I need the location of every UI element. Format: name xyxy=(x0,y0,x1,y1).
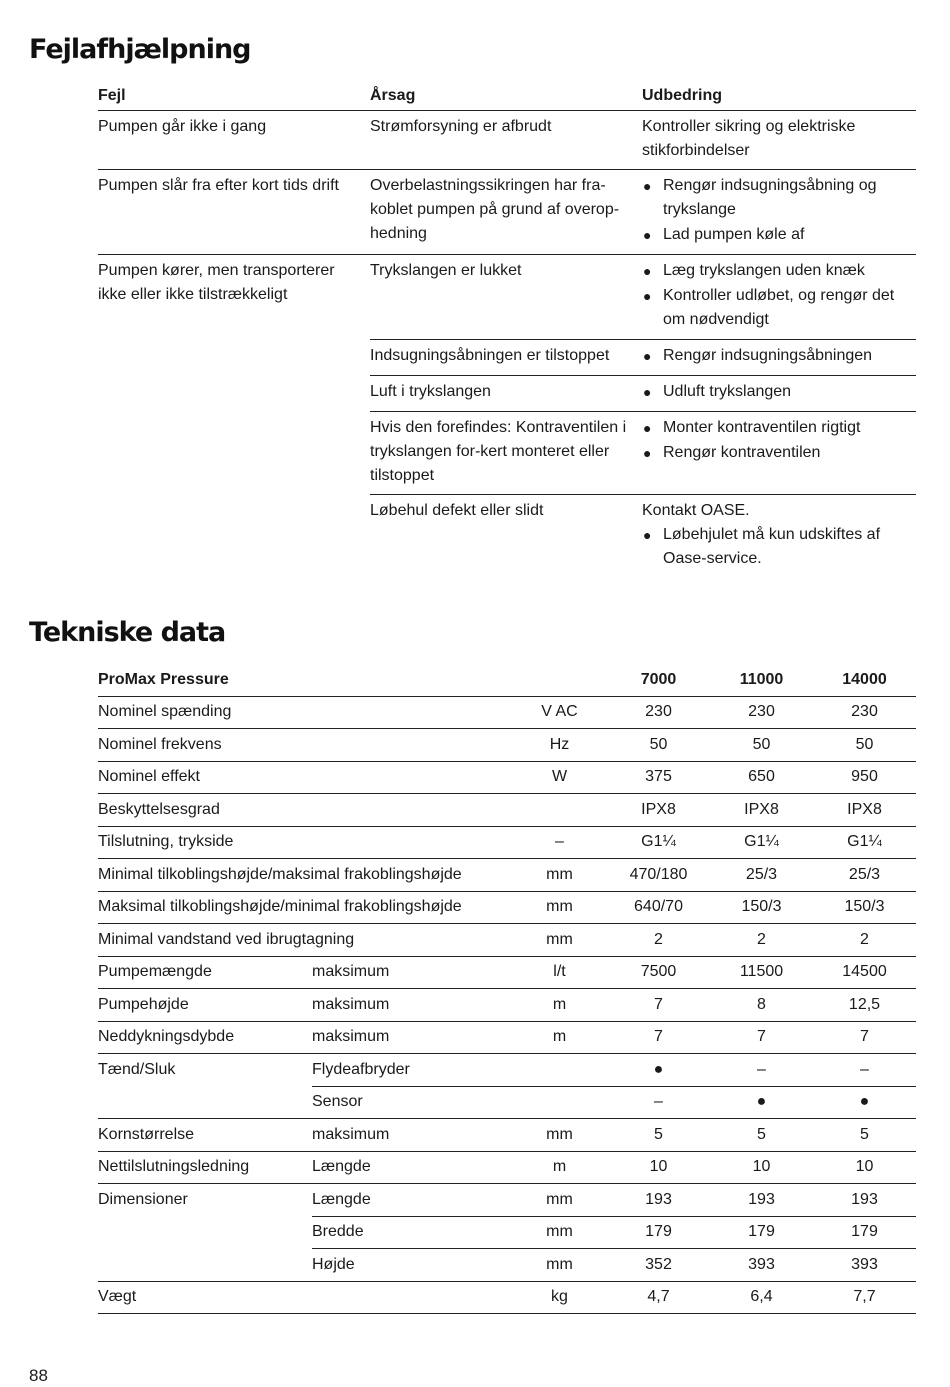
value-cell-11000: 5 xyxy=(710,1119,813,1152)
remedy-text: Rengør indsugningsåbningen xyxy=(663,347,873,364)
table-row xyxy=(98,761,916,794)
model-header: 7000 xyxy=(640,670,677,688)
row-unit: l/t xyxy=(512,956,607,989)
cause-cell: Indsugningsåbningen er tilstoppet xyxy=(370,340,642,376)
value-cell-11000: 150/3 xyxy=(710,891,813,924)
row-label: Dimensioner xyxy=(98,1184,312,1282)
table-row xyxy=(98,255,916,340)
row-label: Tænd/Sluk xyxy=(98,1054,312,1119)
list-item xyxy=(642,174,916,222)
cause-cell: Hvis den forefindes: Kontraventilen i trykslangen for-kert monteret eller tilstoppet xyxy=(370,412,642,495)
bullet-icon: ● xyxy=(643,178,652,194)
row-unit xyxy=(512,794,607,827)
fault-cell: Pumpen kører, men transporterer ikke eller ikke tilstrækkeligt xyxy=(98,255,370,579)
list-item xyxy=(642,223,916,247)
value-cell-7000: 10 xyxy=(607,1151,710,1184)
value-cell-14000: 12,5 xyxy=(813,989,916,1022)
value-cell-14000: 5 xyxy=(813,1119,916,1152)
value-cell-7000: G1¼ xyxy=(607,826,710,859)
list-item xyxy=(642,380,916,404)
value-cell-11000: 10 xyxy=(710,1151,813,1184)
remedy-text: Lad pumpen køle af xyxy=(663,226,805,243)
value-cell-14000: 50 xyxy=(813,729,916,762)
value-cell-11000: 393 xyxy=(710,1249,813,1282)
row-unit xyxy=(512,1054,607,1087)
row-label: Nominel frekvens xyxy=(98,729,512,762)
row-label: Tilslutning, trykside xyxy=(98,826,512,859)
table-row xyxy=(98,989,916,1022)
value-cell-11000: – xyxy=(710,1054,813,1087)
remedy-text: Monter kontraventilen rigtigt xyxy=(663,419,861,436)
cause-cell: Overbelastningssikringen har fra-koblet pumpen på grund af overop-hedning xyxy=(370,170,642,255)
value-cell-7000: 640/70 xyxy=(607,891,710,924)
bullet-icon: ● xyxy=(643,384,652,400)
row-label: Nettilslutningsledning xyxy=(98,1151,312,1184)
row-unit: mm xyxy=(512,1216,607,1249)
value-cell-14000: IPX8 xyxy=(813,794,916,827)
row-unit: mm xyxy=(512,891,607,924)
header-fault: Fejl xyxy=(98,84,370,111)
header-cause: Årsag xyxy=(370,84,642,111)
value-cell-14000: 7 xyxy=(813,1021,916,1054)
value-cell-7000: 7 xyxy=(607,989,710,1022)
row-label: Kornstørrelse xyxy=(98,1119,312,1152)
table-row xyxy=(98,826,916,859)
value-cell-14000: G1¼ xyxy=(813,826,916,859)
value-cell-11000: 50 xyxy=(710,729,813,762)
remedy-text: Rengør indsugningsåbning og trykslange xyxy=(663,177,877,218)
row-label: Nominel spænding xyxy=(98,696,512,729)
remedy-text: Udluft trykslangen xyxy=(663,383,792,400)
table-row xyxy=(98,170,916,255)
bullet-icon: ● xyxy=(643,445,652,461)
table-row xyxy=(98,794,916,827)
table-row xyxy=(98,891,916,924)
table-row xyxy=(98,696,916,729)
remedy-cell xyxy=(642,340,916,376)
row-unit xyxy=(512,1086,607,1119)
product-name: ProMax Pressure xyxy=(98,670,229,688)
cause-cell: Strømforsyning er afbrudt xyxy=(370,118,552,135)
model-header: 11000 xyxy=(739,670,784,688)
value-cell-11000: ● xyxy=(710,1086,813,1119)
row-unit: mm xyxy=(512,859,607,892)
value-cell-7000: 352 xyxy=(607,1249,710,1282)
row-sublabel: maksimum xyxy=(312,956,512,989)
row-unit: m xyxy=(512,1151,607,1184)
header-remedy: Udbedring xyxy=(642,84,916,111)
value-cell-7000: 50 xyxy=(607,729,710,762)
value-cell-11000: 6,4 xyxy=(710,1281,813,1314)
value-cell-7000: 193 xyxy=(607,1184,710,1217)
value-cell-14000: 950 xyxy=(813,761,916,794)
row-unit: m xyxy=(512,1021,607,1054)
table-row xyxy=(98,1151,916,1184)
row-unit: mm xyxy=(512,1184,607,1217)
value-cell-11000: 8 xyxy=(710,989,813,1022)
value-cell-11000: 650 xyxy=(710,761,813,794)
row-sublabel: Flydeafbryder xyxy=(312,1054,512,1087)
model-header: 14000 xyxy=(842,670,887,688)
row-unit: V AC xyxy=(512,696,607,729)
row-label: Pumpemængde xyxy=(98,956,312,989)
remedy-text: Løbehjulet må kun udskiftes af Oase-service. xyxy=(663,526,881,567)
value-cell-14000: 179 xyxy=(813,1216,916,1249)
table-row xyxy=(98,956,916,989)
technical-header-row xyxy=(98,664,916,696)
bullet-icon: ● xyxy=(643,227,652,243)
remedy-text: Læg trykslangen uden knæk xyxy=(663,262,865,279)
list-item xyxy=(642,344,916,368)
row-unit: Hz xyxy=(512,729,607,762)
row-unit: mm xyxy=(512,1249,607,1282)
row-label: Vægt xyxy=(98,1281,512,1314)
row-sublabel: maksimum xyxy=(312,1021,512,1054)
troubleshooting-table xyxy=(98,84,916,578)
technical-data-table xyxy=(98,664,916,1314)
table-row xyxy=(98,729,916,762)
bullet-icon: ● xyxy=(643,527,652,543)
table-row xyxy=(98,859,916,892)
value-cell-11000: 2 xyxy=(710,924,813,957)
value-cell-11000: IPX8 xyxy=(710,794,813,827)
value-cell-7000: 7500 xyxy=(607,956,710,989)
value-cell-14000: ● xyxy=(813,1086,916,1119)
value-cell-11000: 25/3 xyxy=(710,859,813,892)
technical-data-title: Tekniske data xyxy=(29,617,226,648)
list-item xyxy=(642,523,916,571)
value-cell-14000: 193 xyxy=(813,1184,916,1217)
row-sublabel: Sensor xyxy=(312,1086,512,1119)
page-number: 88 xyxy=(29,1366,48,1385)
fault-cell: Pumpen går ikke i gang xyxy=(98,118,267,135)
row-sublabel: Længde xyxy=(312,1184,512,1217)
value-cell-7000: – xyxy=(607,1086,710,1119)
table-row xyxy=(98,924,916,957)
row-label: Minimal tilkoblingshøjde/maksimal frakoblingshøjde xyxy=(98,859,512,892)
value-cell-7000: ● xyxy=(607,1054,710,1087)
value-cell-7000: 230 xyxy=(607,696,710,729)
row-sublabel: maksimum xyxy=(312,989,512,1022)
row-sublabel: Bredde xyxy=(312,1216,512,1249)
row-unit: mm xyxy=(512,1119,607,1152)
remedy-text: Kontakt OASE. xyxy=(642,502,750,519)
row-label: Maksimal tilkoblingshøjde/minimal frakoblingshøjde xyxy=(98,891,512,924)
bullet-icon: ● xyxy=(643,420,652,436)
table-row xyxy=(98,1184,916,1217)
value-cell-7000: 2 xyxy=(607,924,710,957)
row-sublabel: maksimum xyxy=(312,1119,512,1152)
row-unit: m xyxy=(512,989,607,1022)
remedy-cell xyxy=(642,495,916,579)
table-row xyxy=(98,1119,916,1152)
value-cell-14000: 150/3 xyxy=(813,891,916,924)
value-cell-7000: 7 xyxy=(607,1021,710,1054)
cause-cell: Løbehul defekt eller slidt xyxy=(370,495,642,579)
value-cell-14000: 10 xyxy=(813,1151,916,1184)
row-unit: kg xyxy=(512,1281,607,1314)
table-row xyxy=(98,1021,916,1054)
value-cell-14000: 14500 xyxy=(813,956,916,989)
bullet-icon: ● xyxy=(643,348,652,364)
value-cell-7000: 4,7 xyxy=(607,1281,710,1314)
row-unit: – xyxy=(512,826,607,859)
table-row xyxy=(98,1281,916,1314)
value-cell-14000: 25/3 xyxy=(813,859,916,892)
remedy-text: Rengør kontraventilen xyxy=(663,444,821,461)
row-unit: mm xyxy=(512,924,607,957)
troubleshooting-header-row xyxy=(98,84,916,111)
table-row xyxy=(98,111,916,170)
cause-cell: Luft i trykslangen xyxy=(370,376,642,412)
list-item xyxy=(642,284,916,332)
cause-cell: Trykslangen er lukket xyxy=(370,255,642,340)
list-item xyxy=(642,416,916,440)
remedy-cell xyxy=(642,170,916,255)
troubleshooting-title: Fejlafhjælpning xyxy=(29,34,251,65)
row-unit: W xyxy=(512,761,607,794)
value-cell-14000: 2 xyxy=(813,924,916,957)
row-label: Neddykningsdybde xyxy=(98,1021,312,1054)
bullet-icon: ● xyxy=(643,263,652,279)
row-sublabel: Længde xyxy=(312,1151,512,1184)
value-cell-11000: 7 xyxy=(710,1021,813,1054)
row-sublabel: Højde xyxy=(312,1249,512,1282)
remedy-cell xyxy=(642,412,916,495)
value-cell-7000: 179 xyxy=(607,1216,710,1249)
remedy-cell: Kontroller sikring og elektriske stikforbindelser xyxy=(642,118,856,159)
value-cell-11000: G1¼ xyxy=(710,826,813,859)
row-label: Nominel effekt xyxy=(98,761,512,794)
value-cell-7000: 470/180 xyxy=(607,859,710,892)
remedy-cell xyxy=(642,376,916,412)
bullet-icon: ● xyxy=(643,288,652,304)
value-cell-11000: 179 xyxy=(710,1216,813,1249)
row-label: Pumpehøjde xyxy=(98,989,312,1022)
value-cell-14000: – xyxy=(813,1054,916,1087)
value-cell-14000: 393 xyxy=(813,1249,916,1282)
list-item xyxy=(642,441,916,465)
value-cell-7000: 375 xyxy=(607,761,710,794)
row-label: Minimal vandstand ved ibrugtagning xyxy=(98,924,512,957)
remedy-cell xyxy=(642,255,916,340)
fault-cell: Pumpen slår fra efter kort tids drift xyxy=(98,170,370,255)
value-cell-7000: IPX8 xyxy=(607,794,710,827)
remedy-text: Kontroller udløbet, og rengør det om nødvendigt xyxy=(663,287,895,328)
value-cell-14000: 7,7 xyxy=(813,1281,916,1314)
list-item xyxy=(642,259,916,283)
value-cell-14000: 230 xyxy=(813,696,916,729)
value-cell-11000: 193 xyxy=(710,1184,813,1217)
value-cell-11000: 230 xyxy=(710,696,813,729)
value-cell-11000: 11500 xyxy=(710,956,813,989)
table-row xyxy=(98,1054,916,1087)
value-cell-7000: 5 xyxy=(607,1119,710,1152)
row-label: Beskyttelsesgrad xyxy=(98,794,512,827)
